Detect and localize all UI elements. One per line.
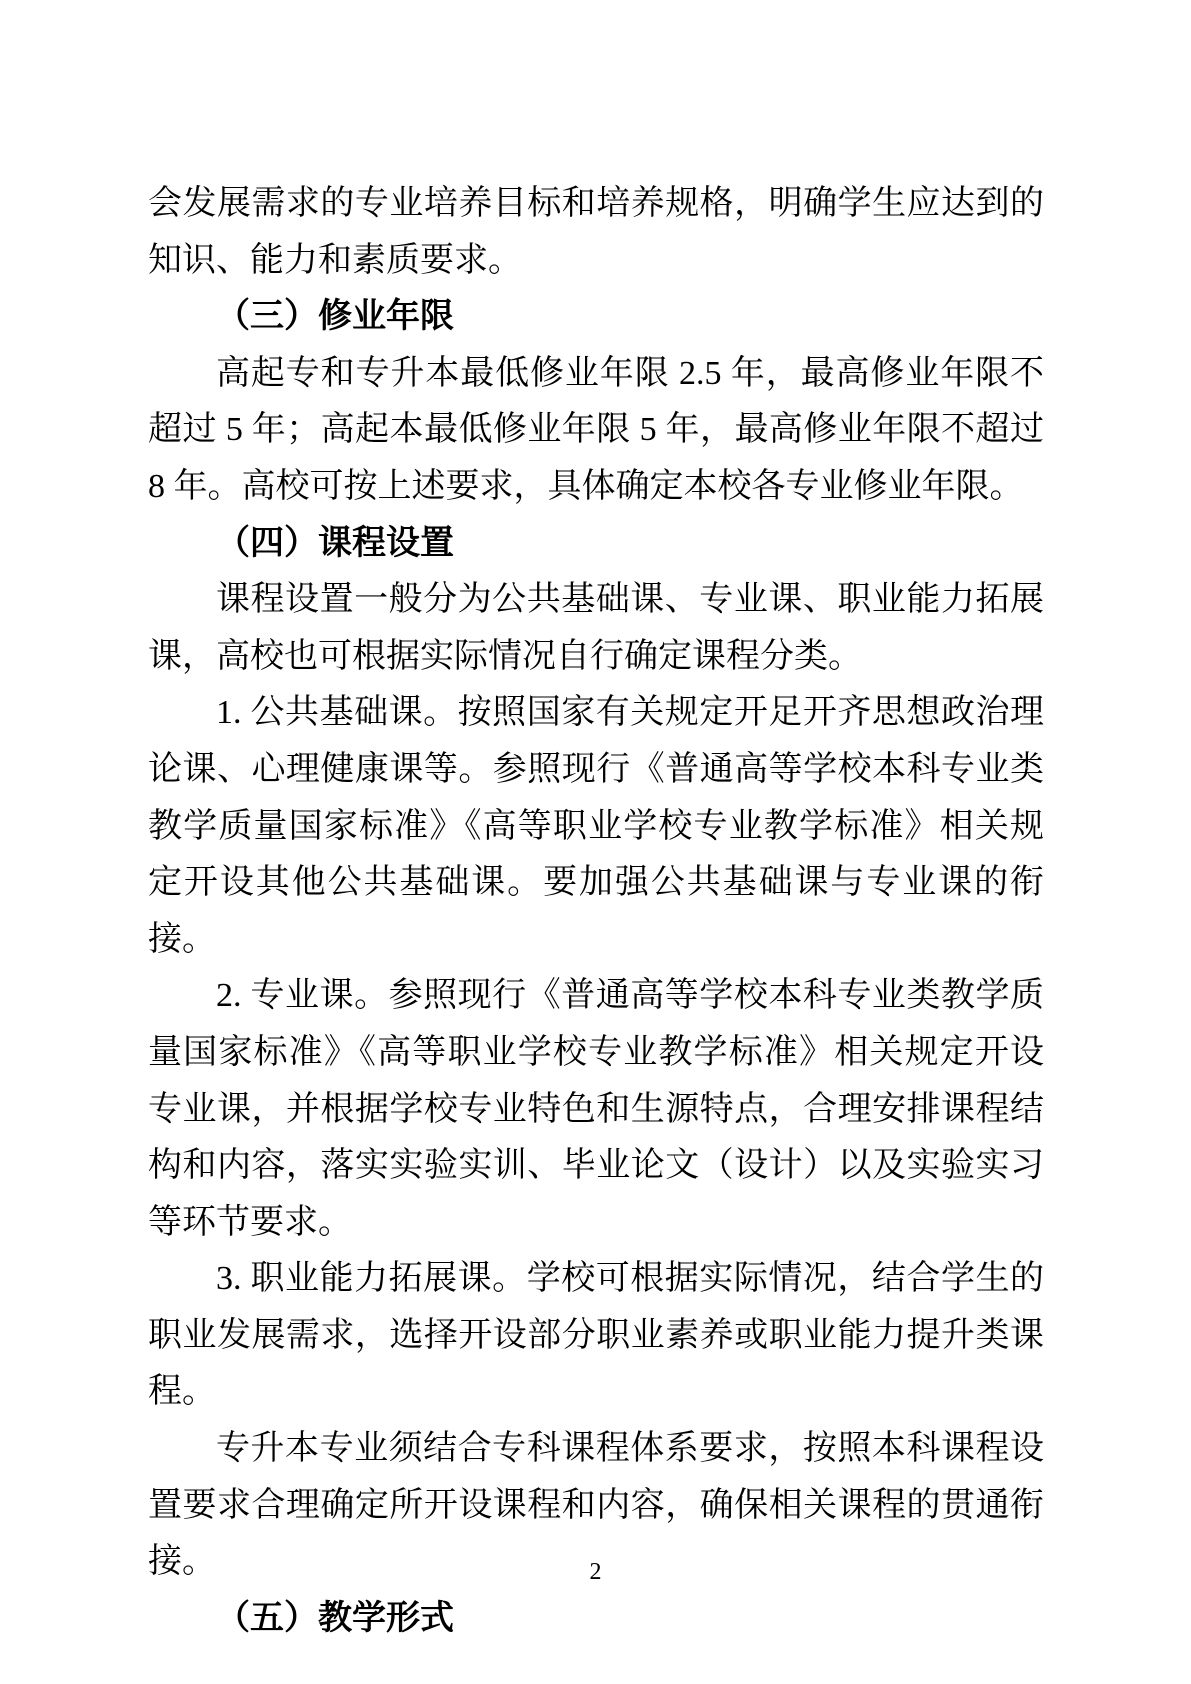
heading-section-four-curriculum: （四）课程设置 <box>216 524 454 562</box>
paragraph-zhuanshengben-requirements: 专升本专业须结合专科课程体系要求，按照本科课程设置要求合理确定所开设课程和内容，确保相关课程的贯通衔接。 <box>148 1430 1044 1581</box>
page-number: 2 <box>589 1559 602 1585</box>
paragraph-continued-from-previous-page: 会发展需求的专业培养目标和培养规格，明确学生应达到的知识、能力和素质要求。 <box>148 185 1044 279</box>
paragraph-study-duration: 高起专和专升本最低修业年限 2.5 年，最高修业年限不超过 5 年；高起本最低修业年限 5 年，最高修业年限不超过 8 年。高校可按上述要求，具体确定本校各专业修业年限。 <box>148 354 1044 505</box>
paragraph-item-1-public-basic-courses: 1. 公共基础课。按照国家有关规定开足开齐思想政治理论课、心理健康课等。参照现行《普通高等学校本科专业类教学质量国家标准》《高等职业学校专业教学标准》相关规定开设其他公共基础课。要加强公共基础课与专业课的衔接。 <box>148 694 1044 958</box>
heading-section-three-study-duration: （三）修业年限 <box>216 298 454 336</box>
paragraph-curriculum-overview: 课程设置一般分为公共基础课、专业课、职业能力拓展课，高校也可根据实际情况自行确定课程分类。 <box>148 581 1044 675</box>
paragraph-item-3-vocational-ability-courses: 3. 职业能力拓展课。学校可根据实际情况，结合学生的职业发展需求，选择开设部分职业素养或职业能力提升类课程。 <box>148 1260 1044 1411</box>
paragraph-item-2-major-courses: 2. 专业课。参照现行《普通高等学校本科专业类教学质量国家标准》《高等职业学校专业教学标准》相关规定开设专业课，并根据学校专业特色和生源特点，合理安排课程结构和内容，落实实验实训、毕业论文（设计）以及实验实习等环节要求。 <box>148 977 1044 1241</box>
document-body <box>148 176 1044 1647</box>
heading-section-five-teaching-form: （五）教学形式 <box>216 1599 454 1637</box>
